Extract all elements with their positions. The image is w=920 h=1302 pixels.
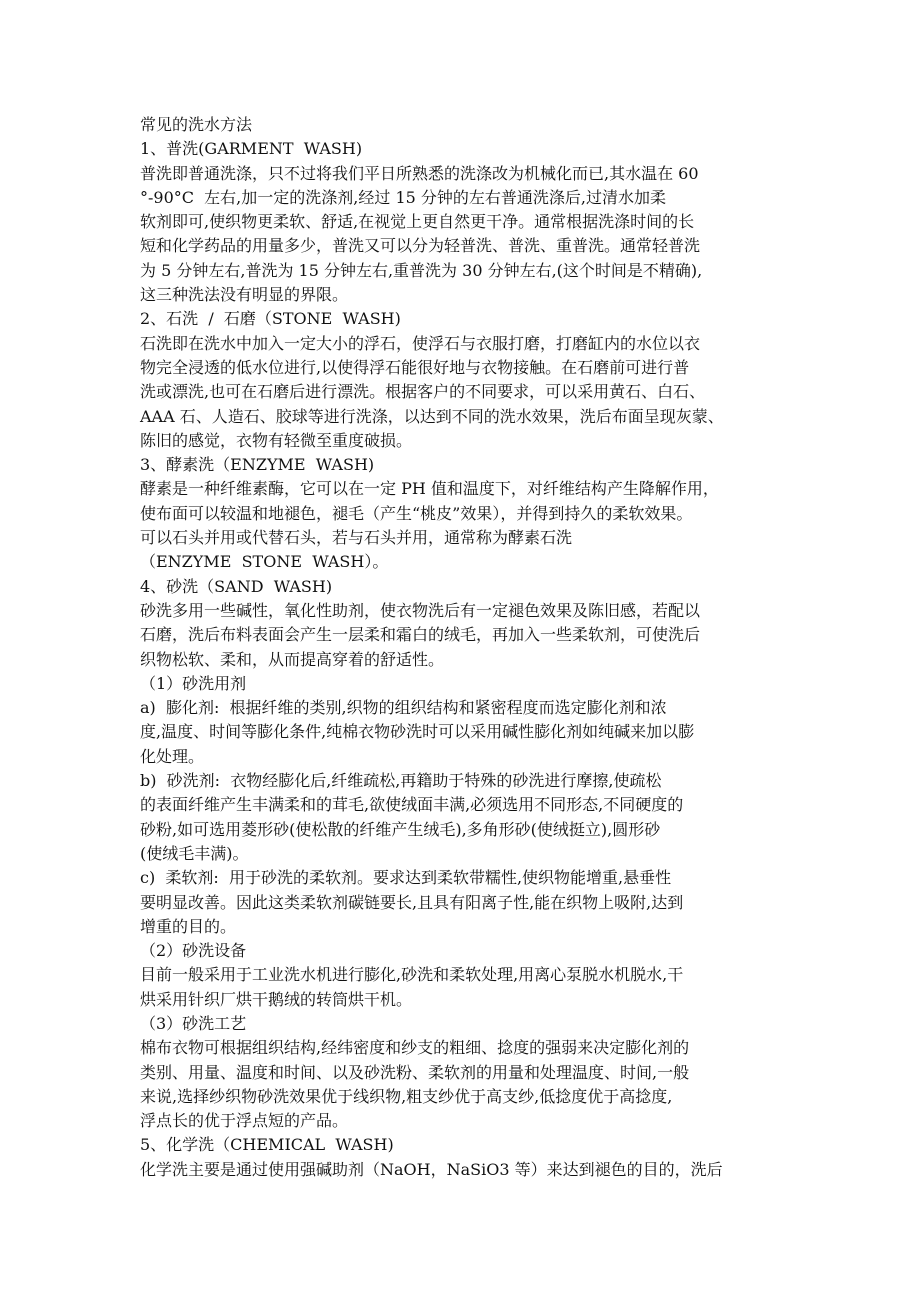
text-line: 短和化学药品的用量多少，普洗又可以分为轻普洗、普洗、重普洗。通常轻普洗 <box>140 236 701 256</box>
document-body <box>140 113 790 1182</box>
text-line: （ENZYME STONE WASH）。 <box>140 552 389 572</box>
text-line: °-90°C 左右,加一定的洗涤剂,经过 15 分钟的左右普通洗涤后,过清水加柔 <box>140 187 666 207</box>
text-line: 来说,选择纱织物砂洗效果优于线织物,粗支纱优于高支纱,低捻度优于高捻度, <box>140 1086 673 1106</box>
text-line: （1）砂洗用剂 <box>140 673 247 693</box>
text-line: （2）砂洗设备 <box>140 941 247 961</box>
text-line: 的表面纤维产生丰满柔和的茸毛,欲使绒面丰满,必须选用不同形态,不同硬度的 <box>140 795 684 815</box>
text-line: b) 砂洗剂: 衣物经膨化后,纤维疏松,再籍助于特殊的砂洗进行摩擦,使疏松 <box>140 771 662 791</box>
text-line: 物完全浸透的低水位进行,以使得浮石能很好地与衣物接触。在石磨前可进行普 <box>140 357 690 377</box>
text-line: 化学洗主要是通过使用强碱助剂（NaOH，NaSiO3 等）来达到褪色的目的，洗后 <box>140 1159 723 1179</box>
text-line: 这三种洗法没有明显的界限。 <box>140 285 349 305</box>
text-line: 4、砂洗（SAND WASH) <box>140 576 333 596</box>
text-line: 增重的目的。 <box>140 916 237 936</box>
text-line: 石磨，洗后布料表面会产生一层柔和霜白的绒毛，再加入一些柔软剂，可使洗后 <box>140 625 701 645</box>
text-line: 使布面可以较温和地褪色，褪毛（产生“桃皮”效果），并得到持久的柔软效果。 <box>140 503 693 523</box>
text-line: 烘采用针织厂烘干鹅绒的转筒烘干机。 <box>140 989 413 1009</box>
text-line: 5、化学洗（CHEMICAL WASH) <box>140 1135 394 1155</box>
text-line: 3、酵素洗（ENZYME WASH) <box>140 455 375 475</box>
document-title: 常见的洗水方法 <box>140 115 253 134</box>
text-line: 洗或漂洗,也可在石磨后进行漂洗。根据客户的不同要求，可以采用黄石、白石、 <box>140 382 706 402</box>
text-line: 浮点长的优于浮点短的产品。 <box>140 1111 349 1131</box>
text-line: 化处理。 <box>140 746 205 766</box>
text-line: 2、石洗 / 石磨（STONE WASH) <box>140 309 401 329</box>
text-line: 为 5 分钟左右,普洗为 15 分钟左右,重普洗为 30 分钟左右,(这个时间是不精确), <box>140 260 703 280</box>
text-line: 可以石头并用或代替石头，若与石头并用，通常称为酵素石洗 <box>140 528 573 548</box>
text-line: 石洗即在洗水中加入一定大小的浮石，使浮石与衣服打磨，打磨缸内的水位以衣 <box>140 333 701 353</box>
text-line: 织物松软、柔和，从而提高穿着的舒适性。 <box>140 649 445 669</box>
text-line: (使绒毛丰满)。 <box>140 843 249 863</box>
text-line: （3）砂洗工艺 <box>140 1013 247 1033</box>
text-line: c) 柔软剂: 用于砂洗的柔软剂。要求达到柔软带糯性,使织物能增重,悬垂性 <box>140 868 672 888</box>
text-line: 陈旧的感觉，衣物有轻微至重度破损。 <box>140 430 413 450</box>
text-line: 要明显改善。因此这类柔软剂碳链要长,且具有阳离子性,能在织物上吸附,达到 <box>140 892 684 912</box>
text-line: 棉布衣物可根据组织结构,经纬密度和纱支的粗细、捻度的强弱来决定膨化剂的 <box>140 1038 690 1058</box>
text-line: 类别、用量、温度和时间、以及砂洗粉、柔软剂的用量和处理温度、时间,一般 <box>140 1062 690 1082</box>
text-line: 度,温度、时间等膨化条件,纯棉衣物砂洗时可以采用碱性膨化剂如纯碱来加以膨 <box>140 722 695 742</box>
text-line: 酵素是一种纤维素酶，它可以在一定 PH 值和温度下，对纤维结构产生降解作用， <box>140 479 719 499</box>
text-line: 目前一般采用于工业洗水机进行膨化,砂洗和柔软处理,用离心泵脱水机脱水,干 <box>140 965 684 985</box>
text-line: 普洗即普通洗涤，只不过将我们平日所熟悉的洗涤改为机械化而已,其水温在 60 <box>140 163 699 183</box>
text-line: 软剂即可,使织物更柔软、舒适,在视觉上更自然更干净。通常根据洗涤时间的长 <box>140 212 695 232</box>
text-line: AAA 石、人造石、胶球等进行洗涤，以达到不同的洗水效果，洗后布面呈现灰蒙、 <box>140 406 724 426</box>
text-line: 砂粉,如可选用菱形砂(使松散的纤维产生绒毛),多角形砂(使绒挺立),圆形砂 <box>140 819 661 839</box>
text-line: a) 膨化剂: 根据纤维的类别,织物的组织结构和紧密程度而选定膨化剂和浓 <box>140 698 667 718</box>
text-line: 砂洗多用一些碱性，氧化性助剂，使衣物洗后有一定褪色效果及陈旧感，若配以 <box>140 600 701 620</box>
text-line: 1、普洗(GARMENT WASH) <box>140 139 363 159</box>
